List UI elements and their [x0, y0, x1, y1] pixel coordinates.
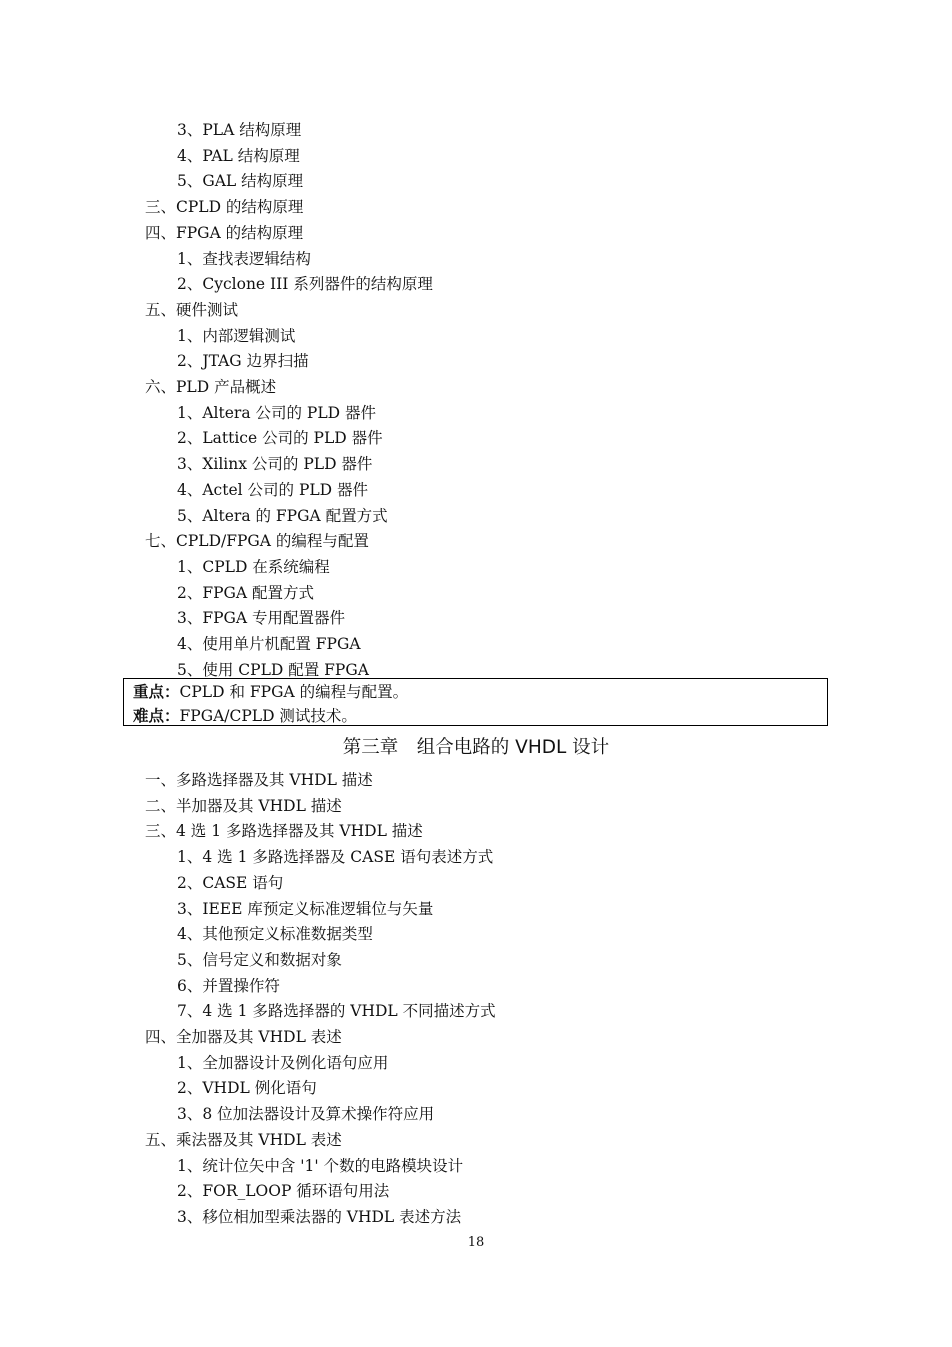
- outline-subsection-item: 5、信号定义和数据对象: [177, 950, 342, 969]
- outline-subsection-item: 2、Lattice 公司的 PLD 器件: [177, 429, 383, 448]
- outline-subsection-item: 1、Altera 公司的 PLD 器件: [177, 403, 376, 422]
- outline-subsection-item: 2、VHDL 例化语句: [177, 1079, 317, 1098]
- outline-subsection-item: 2、Cyclone III 系列器件的结构原理: [177, 275, 433, 294]
- outline-subsection-item: 4、使用单片机配置 FPGA: [177, 635, 361, 653]
- outline-subsection-item: 1、全加器设计及例化语句应用: [177, 1053, 389, 1072]
- difficulty-text: FPGA/CPLD 测试技术。: [179, 707, 357, 725]
- outline-subsection-item: 4、PAL 结构原理: [177, 146, 300, 165]
- outline-subsection-item: 4、其他预定义标准数据类型: [177, 925, 373, 944]
- outline-subsection-item: 2、FOR_LOOP 循环语句用法: [177, 1182, 390, 1201]
- outline-section-item: 一、多路选择器及其 VHDL 描述: [145, 771, 373, 789]
- focus-line: [133, 682, 408, 702]
- difficulty-label: 难点：: [133, 707, 180, 725]
- outline-section-item: 五、乘法器及其 VHDL 表述: [145, 1130, 342, 1149]
- outline-subsection-item: 2、CASE 语句: [177, 873, 284, 892]
- outline-subsection-item: 6、并置操作符: [177, 976, 280, 995]
- outline-subsection-item: 3、Xilinx 公司的 PLD 器件: [177, 455, 373, 474]
- outline-subsection-item: 1、查找表逻辑结构: [177, 249, 311, 268]
- outline-subsection-item: 7、4 选 1 多路选择器的 VHDL 不同描述方式: [177, 1002, 496, 1021]
- chapter-title: 第三章 组合电路的 VHDL 设计: [342, 737, 610, 758]
- outline-section-item: 二、半加器及其 VHDL 描述: [145, 796, 342, 815]
- key-points-box: [123, 678, 828, 726]
- outline-section-item: 六、PLD 产品概述: [145, 378, 277, 396]
- outline-subsection-item: 5、Altera 的 FPGA 配置方式: [177, 506, 388, 525]
- outline-subsection-item: 5、GAL 结构原理: [177, 172, 304, 191]
- focus-label: 重点：: [133, 683, 180, 701]
- outline-section-item: 五、硬件测试: [145, 300, 239, 319]
- outline-subsection-item: 3、FPGA 专用配置器件: [177, 609, 346, 628]
- difficulty-line: [133, 706, 357, 726]
- outline-section-item: 三、CPLD 的结构原理: [145, 198, 304, 217]
- focus-text: CPLD 和 FPGA 的编程与配置。: [179, 683, 409, 701]
- page-number: 18: [467, 1235, 485, 1250]
- outline-section-item: 四、FPGA 的结构原理: [145, 223, 304, 242]
- outline-section-item: 四、全加器及其 VHDL 表述: [145, 1028, 342, 1046]
- outline-section-item: 七、CPLD/FPGA 的编程与配置: [145, 532, 369, 551]
- outline-subsection-item: 2、FPGA 配置方式: [177, 583, 315, 602]
- outline-subsection-item: 2、JTAG 边界扫描: [177, 352, 309, 371]
- outline-subsection-item: 4、Actel 公司的 PLD 器件: [177, 480, 369, 499]
- outline-subsection-item: 3、PLA 结构原理: [177, 121, 302, 139]
- outline-subsection-item: 5、使用 CPLD 配置 FPGA: [177, 660, 369, 679]
- outline-subsection-item: 3、8 位加法器设计及算术操作符应用: [177, 1105, 435, 1124]
- outline-subsection-item: 3、移位相加型乘法器的 VHDL 表述方法: [177, 1207, 462, 1226]
- outline-section-item: 三、4 选 1 多路选择器及其 VHDL 描述: [145, 822, 423, 841]
- outline-subsection-item: 1、内部逻辑测试: [177, 326, 296, 345]
- outline-subsection-item: 3、IEEE 库预定义标准逻辑位与矢量: [177, 899, 434, 918]
- outline-subsection-item: 1、4 选 1 多路选择器及 CASE 语句表述方式: [177, 848, 494, 867]
- outline-subsection-item: 1、统计位矢中含 '1' 个数的电路模块设计: [177, 1156, 464, 1175]
- outline-subsection-item: 1、CPLD 在系统编程: [177, 557, 330, 576]
